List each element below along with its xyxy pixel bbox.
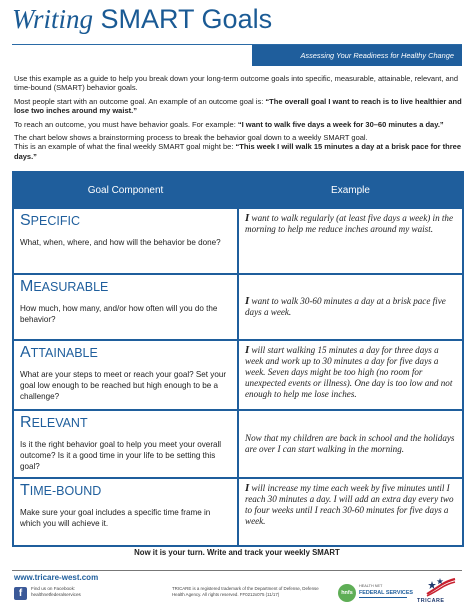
goal-component-cell: [13, 340, 238, 410]
example-cell: I want to walk regularly (at least five days a week) in the morning to help me reduce inches around my waist.: [238, 208, 463, 274]
outcome-goal-example: “The overall goal I want to reach is to live healthier and lose two inches around my waist.”: [14, 96, 462, 116]
goal-component-cell: [13, 410, 238, 478]
subtitle-banner: Assessing Your Readiness for Healthy Change: [252, 45, 462, 66]
goal-description: Make sure your goal includes a specific time frame in which you will achieve it.: [20, 508, 211, 528]
intro-paragraph-2: Most people start with an outcome goal. An example of an outcome goal is: “The overall goal I want to reach is to live healthier and lose two inches around my waist.”: [14, 96, 462, 116]
goal-description: What, when, where, and how will the behavior be done?: [20, 238, 221, 247]
goal-description: How much, how many, and/or how often will you do the behavior?: [20, 304, 218, 324]
goal-name: RELEVANT: [20, 414, 88, 431]
goal-component-cell: [13, 208, 238, 274]
page-title: [12, 4, 272, 35]
intro-text: [14, 74, 462, 161]
example-cell: I will increase my time each week by five minutes until I reach 30 minutes a day. I will add an extra day every two to four weeks until I reach 30-60 minutes for five days a week.: [238, 478, 463, 546]
title-main: SMART Goals: [100, 4, 273, 34]
intro-paragraph-5: This is an example of what the final weekly SMART goal might be: “This week I will walk 15 minutes a day at a brisk pace for three days.”: [14, 142, 462, 161]
example-cell: I want to walk 30-60 minutes a day at a brisk pace five days a week.: [238, 274, 463, 340]
table-row: [13, 410, 463, 478]
header-goal-component: Goal Component: [13, 172, 238, 208]
goal-name: SPECIFIC: [20, 212, 80, 229]
closing-prompt: Now it is your turn. Write and track your weekly SMART: [134, 548, 340, 557]
hnfs-logo-bar: [359, 597, 407, 598]
table-row: [13, 478, 463, 546]
website-link[interactable]: www.tricare-west.com: [14, 573, 99, 582]
tricare-logo-icon: [425, 577, 457, 597]
footer-divider: [12, 570, 462, 571]
legal-notice: TRICARE is a registered trademark of the Department of Defense, Defense Health Agency. All rights reserved. FF0212x075 (11/17): [172, 586, 319, 597]
table-row: [13, 208, 463, 274]
intro-paragraph-1: Use this example as a guide to help you break down your long-term outcome goals into specific, measurable, attainable, relevant, and time-bound (SMART) behavior goals.: [14, 74, 459, 93]
example-cell: Now that my children are back in school and the holidays are over I can start walking in the morning.: [238, 410, 463, 478]
goal-name: TIME-BOUND: [20, 482, 102, 499]
hnfs-logo-small-text: HEALTH NET: [359, 584, 383, 588]
table-row: [13, 340, 463, 410]
goal-description: What are your steps to meet or reach your goal? Set your goal low enough to be reached but high enough to be a challenge?: [20, 370, 227, 401]
intro-paragraph-3: To reach an outcome, you must have behavior goals. For example: “I want to walk five days a week for 30–60 minutes a day.”: [14, 119, 444, 129]
intro-paragraph-4: The chart below shows a brainstorming process to break the behavior goal down to a weekly SMART goal.: [14, 133, 368, 143]
facebook-icon[interactable]: f: [14, 587, 27, 600]
smart-goals-table: [12, 171, 464, 547]
behavior-goal-example: “I want to walk five days a week for 30–60 minutes a day.”: [237, 119, 444, 129]
table-row: [13, 274, 463, 340]
hnfs-logo-text: FEDERAL SERVICES: [359, 590, 414, 596]
example-cell: I will start walking 15 minutes a day for three days a week and work up to 30 minutes a day for five days a week. Seven days might be too high (no room for unexpected events or illness). One day is too low and not enough to help me lose inches.: [238, 340, 463, 410]
title-italic: Writing: [12, 4, 94, 34]
goal-name: ATTAINABLE: [20, 344, 98, 361]
tricare-logo-text: TRICARE: [417, 598, 445, 604]
smart-goal-example: “This week I will walk 15 minutes a day at a brisk pace for three days.”: [14, 142, 462, 161]
goal-component-cell: [13, 274, 238, 340]
hnfs-logo-icon: hnfs: [338, 584, 356, 602]
header-example: Example: [238, 172, 463, 208]
goal-description: Is it the right behavior goal to help you meet your overall outcome? Is it a good time in your life to be setting this goal?: [20, 440, 222, 471]
goal-component-cell: [13, 478, 238, 546]
goal-name: MEASURABLE: [20, 278, 109, 295]
facebook-text: Find us on Facebook: healthnetfederalservices: [31, 586, 81, 597]
